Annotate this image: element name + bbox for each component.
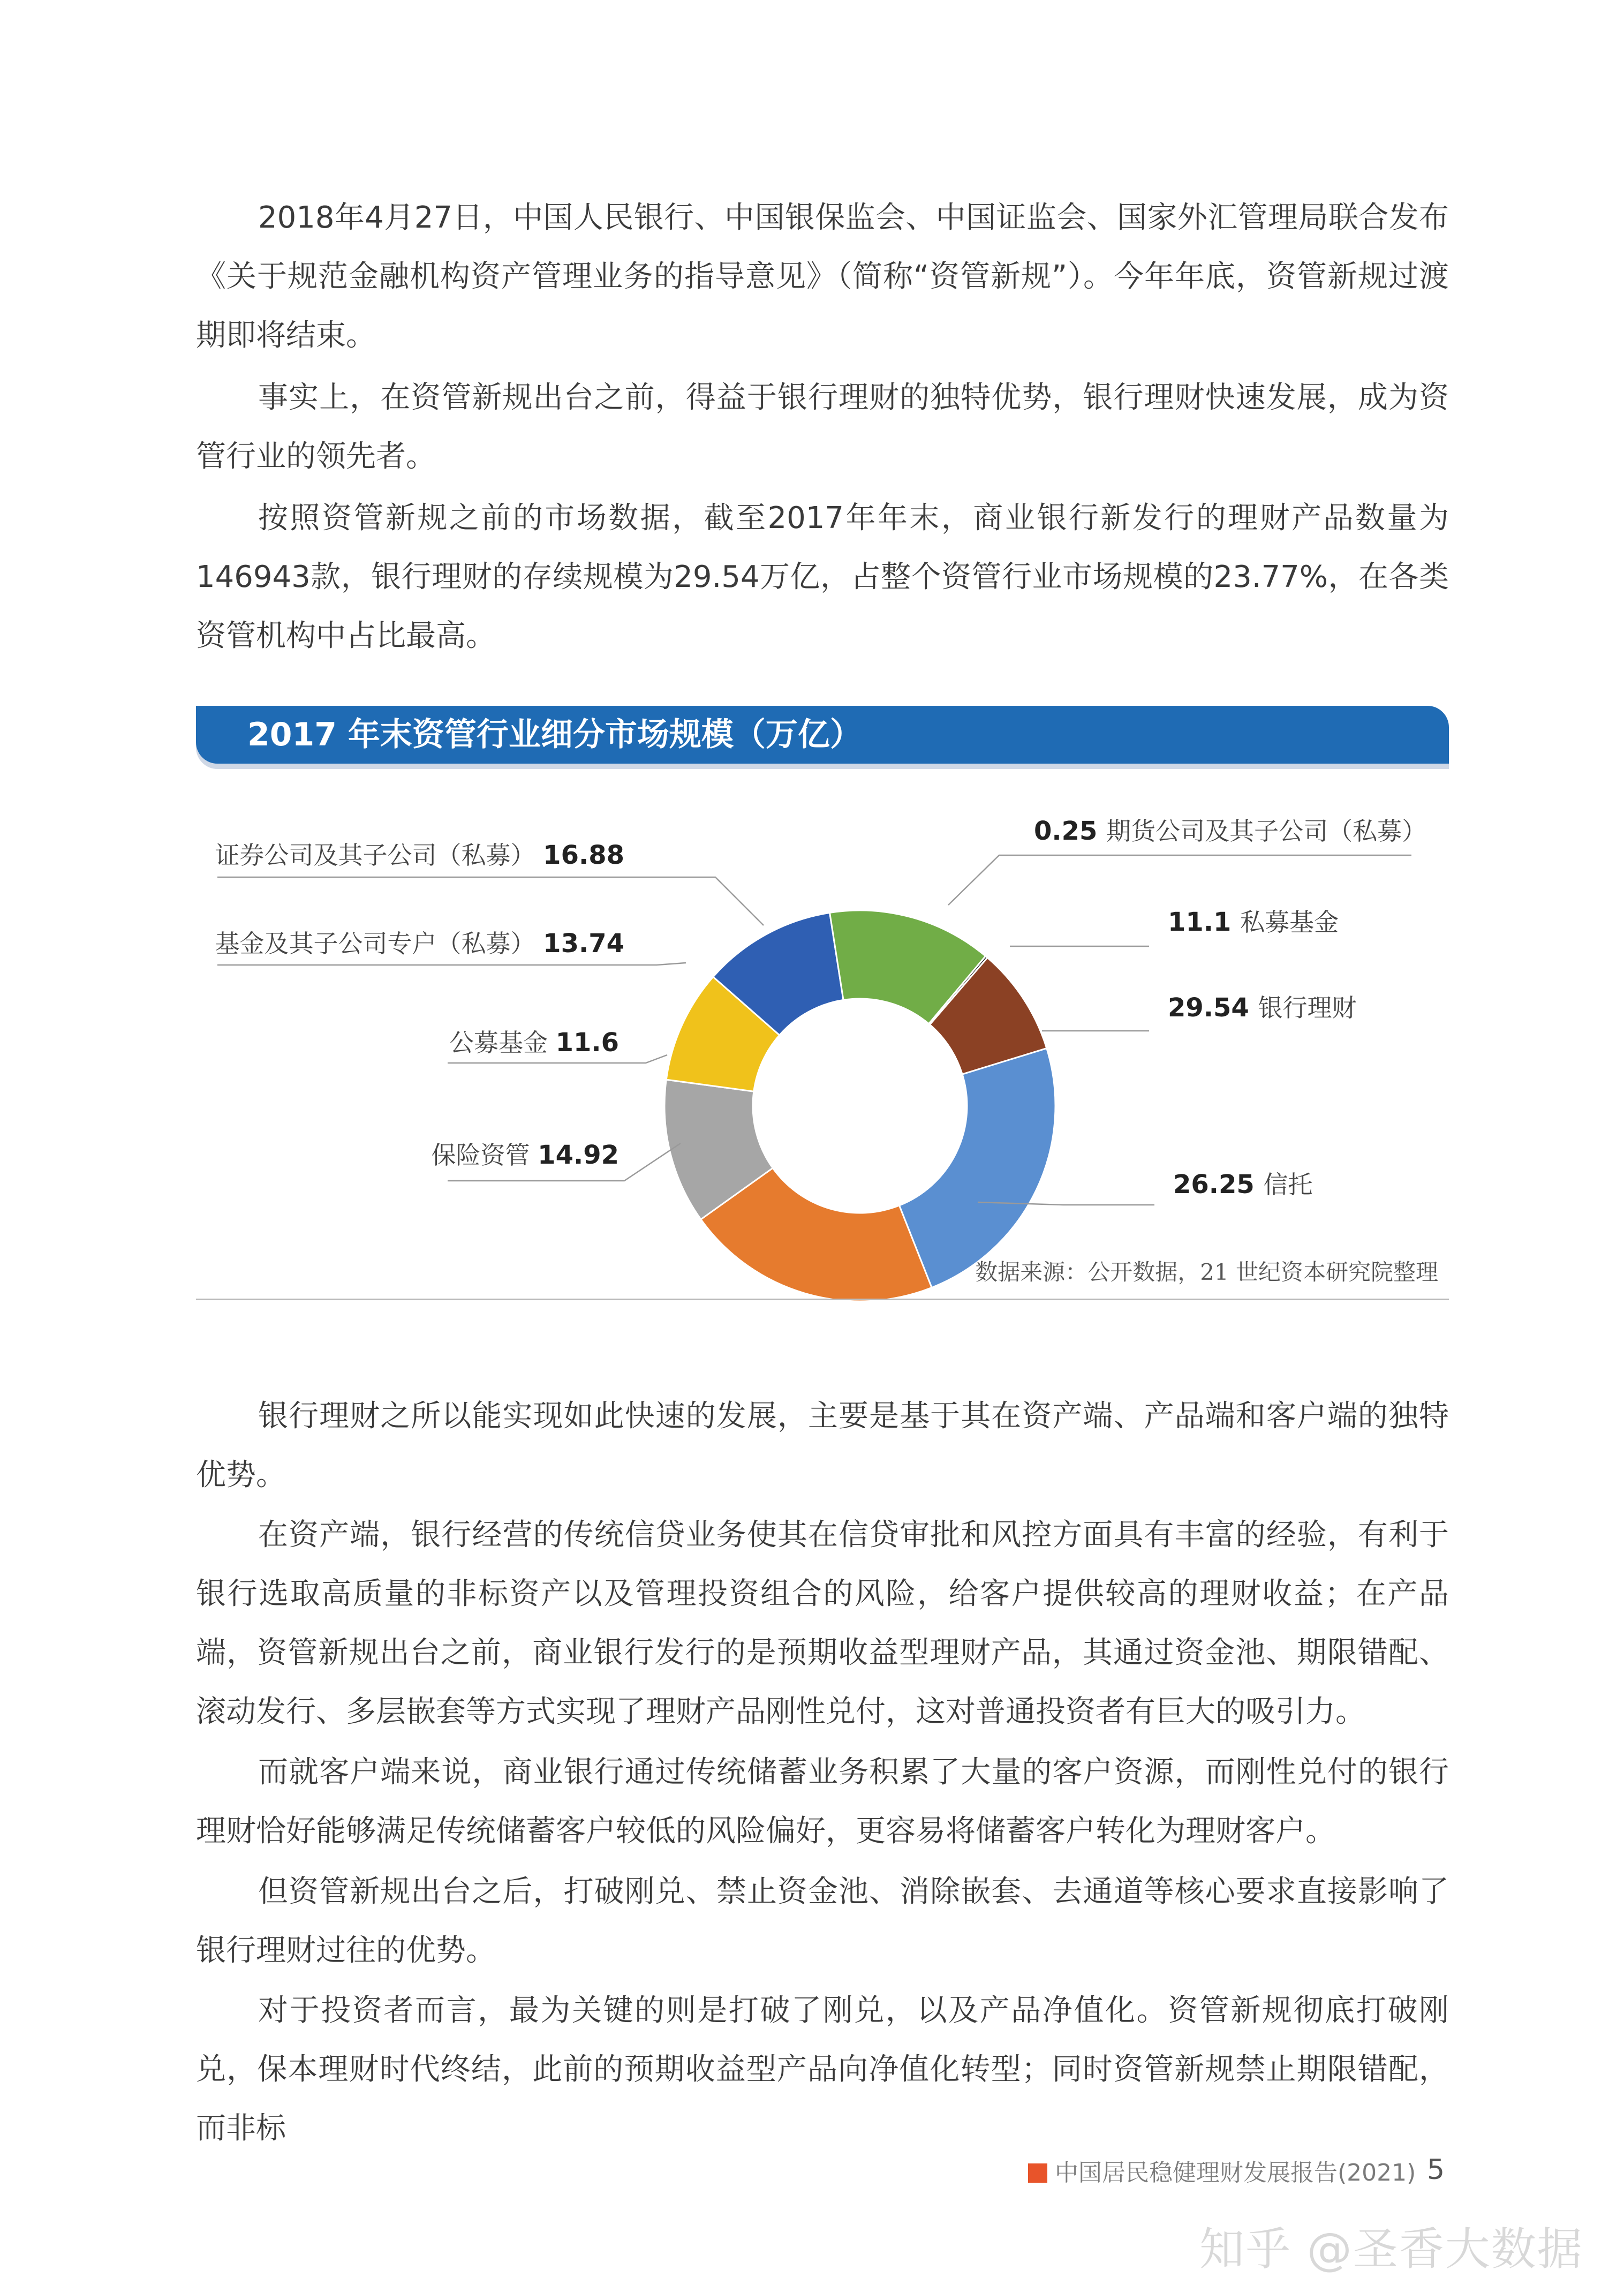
footer-report-title: 中国居民稳健理财发展报告(2021) bbox=[1055, 2159, 1416, 2186]
donut-chart bbox=[196, 787, 1449, 1301]
paragraph-6: 而就客户端来说，商业银行通过传统储蓄业务积累了大量的客户资源，而刚性兑付的银行理财恰好能够满足传统储蓄客户较低的风险偏好，更容易将储蓄客户转化为理财客户。 bbox=[196, 1755, 1449, 1849]
donut-chart-svg bbox=[196, 787, 1449, 1301]
data-label: 0.25 期货公司及其子公司（私募） bbox=[1034, 816, 1427, 846]
paragraph-4: 银行理财之所以能实现如此快速的发展，主要是基于其在资产端、产品端和客户端的独特优势。 bbox=[196, 1399, 1449, 1492]
donut-slice bbox=[899, 1049, 1055, 1288]
data-label: 公募基金 11.6 bbox=[449, 1028, 619, 1058]
data-label: 29.54 银行理财 bbox=[1168, 993, 1357, 1023]
paragraph-3: 按照资管新规之前的市场数据，截至2017年年末，商业银行新发行的理财产品数量为146943款，银行理财的存续规模为29.54万亿，占整个资管行业市场规模的23.77%，在各类资管机构中占比最高。 bbox=[196, 501, 1449, 653]
data-label: 26.25 信托 bbox=[1173, 1170, 1313, 1200]
chart-title-banner bbox=[196, 706, 1449, 764]
paragraph-7: 但资管新规出台之后，打破刚兑、禁止资金池、消除嵌套、去通道等核心要求直接影响了银行理财过往的优势。 bbox=[196, 1874, 1449, 1968]
leader-line bbox=[217, 877, 764, 925]
page-number: 5 bbox=[1427, 2154, 1445, 2186]
chart-title: 2017 年末资管行业细分市场规模（万亿） bbox=[247, 716, 862, 753]
chart-bottom-rule bbox=[196, 1299, 1449, 1300]
data-label: 基金及其子公司专户（私募） 13.74 bbox=[215, 929, 624, 959]
data-label: 11.1 私募基金 bbox=[1168, 907, 1339, 937]
footer-accent-square bbox=[1028, 2163, 1047, 2183]
data-label: 证券公司及其子公司（私募） 16.88 bbox=[215, 840, 624, 870]
paragraph-8: 对于投资者而言，最为关键的则是打破了刚兑，以及产品净值化。资管新规彻底打破刚兑，保本理财时代终结，此前的预期收益型产品向净值化转型；同时资管新规禁止期限错配，而非标 bbox=[196, 1993, 1449, 2146]
leader-line bbox=[948, 855, 1411, 905]
leader-line bbox=[217, 963, 686, 965]
chart-source-note: 数据来源：公开数据，21 世纪资本研究院整理 bbox=[975, 1259, 1438, 1285]
paragraph-2: 事实上，在资管新规出台之前，得益于银行理财的独特优势，银行理财快速发展，成为资管行业的领先者。 bbox=[196, 380, 1449, 474]
paragraph-5: 在资产端，银行经营的传统信贷业务使其在信贷审批和风控方面具有丰富的经验，有利于银行选取高质量的非标资产以及管理投资组合的风险，给客户提供较高的理财收益；在产品端，资管新规出台之前，商业银行发行的是预期收益型理财产品，其通过资金池、期限错配、滚动发行、多层嵌套等方式实现了理财产品刚性兑付，这对普通投资者有巨大的吸引力。 bbox=[196, 1518, 1449, 1729]
data-label: 保险资管 14.92 bbox=[431, 1140, 619, 1170]
watermark: 知乎 @圣香大数据 bbox=[1199, 2223, 1583, 2275]
paragraph-1: 2018年4月27日，中国人民银行、中国银保监会、中国证监会、国家外汇管理局联合发布《关于规范金融机构资产管理业务的指导意见》（简称“资管新规”）。今年年底，资管新规过渡期即将结束。 bbox=[196, 200, 1449, 353]
